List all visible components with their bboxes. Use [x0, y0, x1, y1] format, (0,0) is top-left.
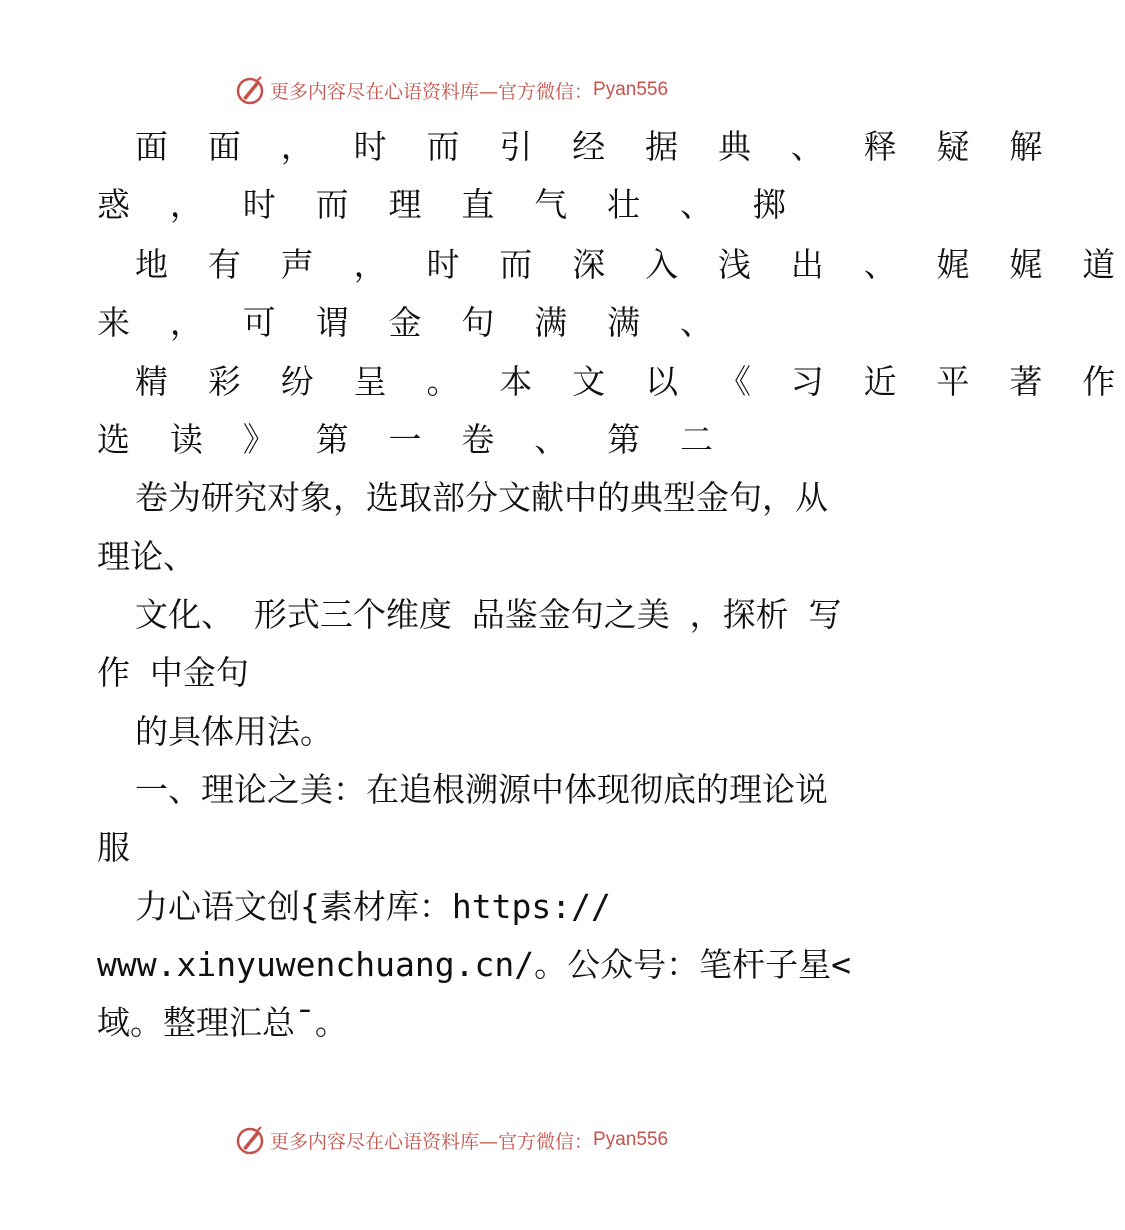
section-heading: 一、理论之美：在追根溯源中体现彻底的理论说: [135, 770, 828, 809]
text-line: www.xinyuwenchuang.cn/。公众号：笔杆子星<: [97, 945, 851, 984]
header-wechat-id: Pyan556: [593, 79, 669, 100]
text-line: 力心语文创{素材库：https://: [135, 887, 611, 926]
footer-banner: [234, 1122, 754, 1158]
text-line: 面 面 ， 时 而 引 经 据 典 、 释 疑 解: [135, 127, 1053, 166]
footer-wechat-id: Pyan556: [593, 1129, 669, 1150]
quill-logo-icon: [234, 74, 266, 106]
quill-logo-icon: [234, 1124, 266, 1156]
header-banner-text: 更多内容尽在心语资料库—官方微信：: [270, 80, 594, 103]
text-line: 服: [97, 828, 130, 867]
text-line: 理论、: [97, 537, 196, 576]
text-line: 地 有 声 ， 时 而 深 入 浅 出 、 娓 娓 道: [135, 245, 1125, 284]
header-banner: [234, 72, 754, 108]
text-line: 选 读 》 第 一 卷 、 第 二: [97, 420, 723, 459]
text-line: 卷为研究对象，选取部分文献中的典型金句，从: [135, 478, 828, 517]
text-line: 来 ， 可 谓 金 句 满 满 、: [97, 303, 723, 342]
text-line: 精 彩 纷 呈 。 本 文 以 《 习 近 平 著 作: [135, 362, 1125, 401]
text-line: 作 中金句: [97, 653, 249, 692]
text-line: 文化、 形式三个维度 品鉴金句之美 ，探析 写: [135, 595, 842, 634]
footer-banner-text: 更多内容尽在心语资料库—官方微信：: [270, 1130, 594, 1153]
text-line: 域。整理汇总¯。: [97, 1003, 348, 1042]
text-line: 惑 ， 时 而 理 直 气 壮 、 掷: [97, 185, 796, 224]
text-line: 的具体用法。: [135, 712, 333, 751]
